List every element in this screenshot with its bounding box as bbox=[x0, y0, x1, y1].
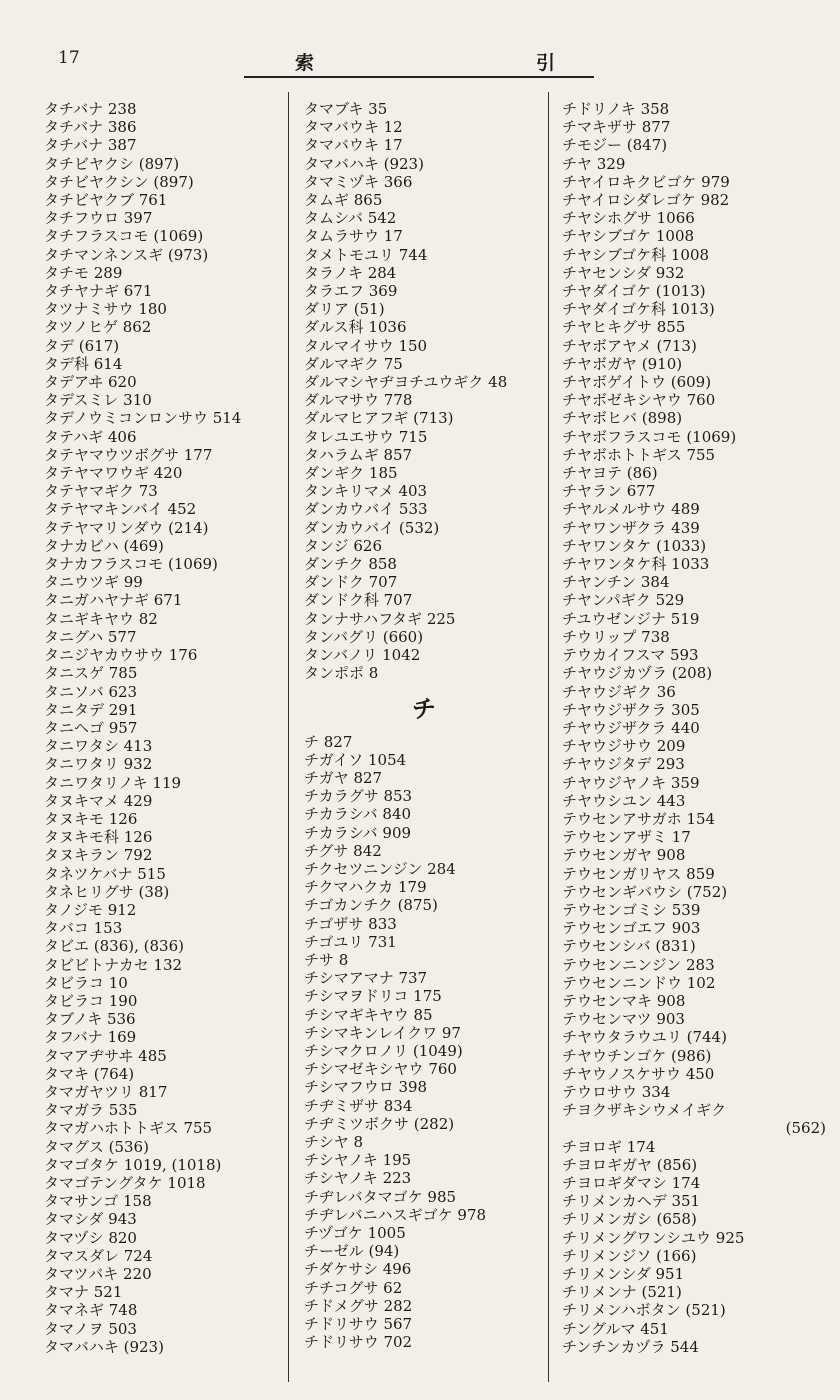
index-entry: タマヅシ 820 bbox=[44, 1228, 137, 1247]
index-entry: チシマフウロ 398 bbox=[304, 1078, 428, 1097]
index-entry: チカラシバ 840 bbox=[304, 805, 412, 824]
index-entry: チクセツニンジン 284 bbox=[304, 859, 456, 878]
index-entry: チシマギキヤウ 85 bbox=[304, 1005, 433, 1024]
index-entry: ダリア (51) bbox=[304, 300, 385, 319]
index-entry: タチマンネンスギ (973) bbox=[44, 245, 209, 264]
index-entry: チドリサウ 702 bbox=[304, 1333, 413, 1352]
index-entry: チクマハクカ 179 bbox=[304, 878, 427, 897]
index-entry: チマキザサ 877 bbox=[562, 118, 671, 137]
index-entry: チヤワンタケ科 1033 bbox=[562, 555, 710, 574]
index-entry: タマゴテングタケ 1018 bbox=[44, 1173, 206, 1192]
index-entry: チヅゴケ 1005 bbox=[304, 1223, 406, 1242]
index-entry: タチビヤクブ 761 bbox=[44, 191, 168, 210]
index-entry: チヤウジギク 36 bbox=[562, 682, 676, 701]
index-column-1 bbox=[44, 100, 284, 1356]
index-entry: タネツケバナ 515 bbox=[44, 864, 166, 883]
index-entry: タニヘゴ 957 bbox=[44, 718, 138, 737]
index-entry: タルマイサウ 150 bbox=[304, 336, 428, 355]
index-entry: タツノヒゲ 862 bbox=[44, 318, 152, 337]
index-entry: タマナ 521 bbox=[44, 1283, 123, 1302]
index-entry: テウセンニンドウ 102 bbox=[562, 973, 716, 992]
index-entry: (562) bbox=[785, 1119, 826, 1138]
index-entry: タチビヤクシ (897) bbox=[44, 154, 180, 173]
index-entry: チヤラン 677 bbox=[562, 482, 656, 501]
index-entry: タデ科 614 bbox=[44, 354, 123, 373]
index-entry: タニソバ 623 bbox=[44, 682, 138, 701]
index-entry: タヌキマメ 429 bbox=[44, 791, 153, 810]
index-entry: チヤシホグサ 1066 bbox=[562, 209, 695, 228]
index-entry: テウセンガリヤス 859 bbox=[562, 864, 715, 883]
index-entry: チヨロギ 174 bbox=[562, 1137, 656, 1156]
index-entry: チドリサウ 567 bbox=[304, 1315, 413, 1333]
index-entry: チシヤノキ 195 bbox=[304, 1151, 412, 1170]
index-entry: チヤボアヤメ (713) bbox=[562, 336, 697, 355]
index-entry: タテヤマワウギ 420 bbox=[44, 464, 183, 483]
index-entry: タビエ (836), (836) bbox=[44, 937, 184, 956]
index-entry: タナカフラスコモ (1069) bbox=[44, 555, 218, 574]
index-entry: テウセンマツ 903 bbox=[562, 1010, 685, 1029]
index-entry: チヂレバニハスギゴケ 978 bbox=[304, 1205, 487, 1224]
index-entry: チヤボゲイトウ (609) bbox=[562, 373, 712, 392]
index-entry: タヌキモ科 126 bbox=[44, 828, 153, 847]
index-entry: タマスダレ 724 bbox=[44, 1246, 153, 1265]
index-entry: チヤウジサウ 209 bbox=[562, 737, 686, 756]
index-entry: チヨロギダマシ 174 bbox=[562, 1173, 701, 1192]
index-entry: チリメンカヘデ 351 bbox=[562, 1192, 701, 1211]
index-entry: チヤボガヤ (910) bbox=[562, 354, 683, 373]
index-entry: ダンドク 707 bbox=[304, 573, 398, 592]
index-entry: チシヤ 8 bbox=[304, 1132, 364, 1151]
index-entry: チヤルメルサウ 489 bbox=[562, 500, 700, 519]
index-entry: タチバナ 238 bbox=[44, 100, 137, 118]
index-entry: チヤヒキグサ 855 bbox=[562, 318, 686, 337]
index-entry: チウリップ 738 bbox=[562, 627, 670, 646]
index-entry: タニタデ 291 bbox=[44, 700, 138, 719]
index-entry: チカラシバ 909 bbox=[304, 823, 412, 842]
index-entry: タチフラスコモ (1069) bbox=[44, 227, 204, 246]
index-entry: チリメンガシ (658) bbox=[562, 1210, 697, 1229]
index-entry: タデ (617) bbox=[44, 336, 120, 355]
index-entry: タマノヲ 503 bbox=[44, 1319, 137, 1338]
index-entry: チリメングワンシユウ 925 bbox=[562, 1228, 745, 1247]
index-entry: チダケサシ 496 bbox=[304, 1260, 412, 1279]
index-entry: タニジヤカウサウ 176 bbox=[44, 646, 198, 665]
index-entry: タマシダ 943 bbox=[44, 1210, 137, 1229]
index-entry: タラノキ 284 bbox=[304, 263, 397, 282]
index-entry: チヤヨテ (86) bbox=[562, 464, 658, 483]
header-rule bbox=[244, 76, 594, 78]
index-entry: チヤボゼキシヤウ 760 bbox=[562, 391, 716, 410]
index-entry: タンバノリ 1042 bbox=[304, 646, 421, 665]
index-entry: チヤボホトトギス 755 bbox=[562, 445, 716, 464]
index-entry: チゴカンチク (875) bbox=[304, 896, 438, 915]
index-entry: チリメンナ (521) bbox=[562, 1283, 682, 1302]
index-entry: チモジー (847) bbox=[562, 136, 668, 155]
index-entry: タチヤナギ 671 bbox=[44, 282, 153, 301]
index-entry: タマツバキ 220 bbox=[44, 1265, 152, 1283]
index-entry: タラエフ 369 bbox=[304, 282, 398, 301]
index-entry: チヨロギガヤ (856) bbox=[562, 1155, 698, 1174]
index-entry: ダルマヒアフギ (713) bbox=[304, 409, 454, 428]
index-entry: チヤワンタケ (1033) bbox=[562, 536, 707, 555]
index-entry: タマアヂサヰ 485 bbox=[44, 1046, 167, 1065]
index-entry: タテヤマウツボグサ 177 bbox=[44, 445, 213, 464]
index-entry: チドリノキ 358 bbox=[562, 100, 670, 118]
index-entry: タニグハ 577 bbox=[44, 627, 137, 646]
index-entry: タンポポ 8 bbox=[304, 664, 379, 683]
index-entry: テウセンゴエフ 903 bbox=[562, 919, 701, 938]
index-entry: ダルマサウ 778 bbox=[304, 391, 413, 410]
index-entry: チガヤ 827 bbox=[304, 768, 383, 787]
index-entry: タンキリマメ 403 bbox=[304, 482, 428, 501]
index-entry: チガイソ 1054 bbox=[304, 750, 407, 769]
index-entry: ダルマシヤヂヨチユウギク 48 bbox=[304, 373, 508, 392]
index-entry: タフバナ 169 bbox=[44, 1028, 137, 1047]
index-entry: タデノウミコンロンサウ 514 bbox=[44, 409, 242, 428]
index-entry: チンチンカヅラ 544 bbox=[562, 1337, 699, 1356]
index-entry: タマバウキ 12 bbox=[304, 118, 403, 137]
page-title-right: 引 bbox=[535, 52, 555, 74]
index-entry: タンジ 626 bbox=[304, 536, 383, 555]
index-entry: チーゼル (94) bbox=[304, 1242, 400, 1261]
index-entry: テウセンシバ (831) bbox=[562, 937, 696, 956]
index-entry: タンナサハフタギ 225 bbox=[304, 609, 456, 628]
index-entry: タチバナ 387 bbox=[44, 136, 137, 155]
index-entry: タニワタリノキ 119 bbox=[44, 773, 182, 792]
index-entry: テウセンゴミシ 539 bbox=[562, 900, 701, 919]
index-entry: チチコグサ 62 bbox=[304, 1278, 403, 1297]
index-entry: チヤシブゴケ 1008 bbox=[562, 227, 695, 246]
index-entry: チユウゼンジナ 519 bbox=[562, 609, 700, 628]
index-entry: テウセンアザミ 17 bbox=[562, 828, 691, 847]
index-entry: タニスゲ 785 bbox=[44, 664, 138, 683]
column-divider-2 bbox=[548, 92, 549, 1382]
index-entry: チヤ 329 bbox=[562, 154, 626, 173]
index-entry: タデアヰ 620 bbox=[44, 373, 137, 392]
index-entry: タニワタシ 413 bbox=[44, 737, 153, 756]
index-entry: タバコ 153 bbox=[44, 919, 123, 938]
index-entry: チヤウジカヅラ (208) bbox=[562, 664, 713, 683]
index-entry: チヂミザサ 834 bbox=[304, 1096, 413, 1115]
index-entry: チヤワンザクラ 439 bbox=[562, 518, 700, 537]
index-entry: チヤダイゴケ科 1013) bbox=[562, 300, 715, 319]
index-entry: チヤダイゴケ (1013) bbox=[562, 282, 706, 301]
index-entry: タビビトナカセ 132 bbox=[44, 955, 183, 974]
index-entry: タネヒリグサ (38) bbox=[44, 882, 170, 901]
index-entry: タニワタリ 932 bbox=[44, 755, 153, 774]
index-entry: チサ 8 bbox=[304, 950, 349, 969]
index-entry: タテヤマリンダウ (214) bbox=[44, 518, 209, 537]
index-entry: チリメンハボタン (521) bbox=[562, 1301, 726, 1320]
index-entry: ダルス科 1036 bbox=[304, 318, 407, 337]
index-entry: タチビヤクシン (897) bbox=[44, 172, 194, 191]
section-heading: チ bbox=[412, 693, 436, 723]
index-entry: チヤボヒバ (898) bbox=[562, 409, 683, 428]
index-entry: タマキ (764) bbox=[44, 1064, 135, 1083]
index-entry: タマバハキ (923) bbox=[44, 1337, 164, 1356]
index-entry: ダンチク 858 bbox=[304, 555, 397, 574]
index-entry: タマバウキ 17 bbox=[304, 136, 403, 155]
index-entry: チヤウチンゴケ (986) bbox=[562, 1046, 712, 1065]
index-entry: ダンギク 185 bbox=[304, 464, 398, 483]
index-entry: テウセンニンジン 283 bbox=[562, 955, 715, 974]
index-entry: テウセンマキ 908 bbox=[562, 991, 686, 1010]
index-column-2 bbox=[304, 100, 544, 1351]
index-entry: タチモ 289 bbox=[44, 263, 123, 282]
index-entry: テウセンギバウシ (752) bbox=[562, 882, 728, 901]
index-entry: タマゴタケ 1019, (1018) bbox=[44, 1155, 222, 1174]
index-entry: チシマゼキシヤウ 760 bbox=[304, 1060, 457, 1079]
index-entry: タマサンゴ 158 bbox=[44, 1192, 152, 1211]
index-entry: チドメグサ 282 bbox=[304, 1296, 413, 1315]
index-entry: タムギ 865 bbox=[304, 191, 383, 210]
index-entry: タブノキ 536 bbox=[44, 1010, 136, 1029]
index-entry: チゴユリ 731 bbox=[304, 932, 397, 951]
index-entry: タテヤマギク 73 bbox=[44, 482, 158, 501]
index-entry: タチバナ 386 bbox=[44, 118, 137, 137]
index-entry: テウロサウ 334 bbox=[562, 1082, 671, 1101]
index-column-3 bbox=[562, 100, 834, 1356]
index-entry: ダンカウバイ 533 bbox=[304, 500, 428, 519]
index-entry: チヤセンシダ 932 bbox=[562, 263, 685, 282]
index-entry: タハラムギ 857 bbox=[304, 445, 413, 464]
column-divider-1 bbox=[288, 92, 289, 1382]
index-entry: チ 827 bbox=[304, 732, 353, 751]
index-entry: ダンカウバイ (532) bbox=[304, 518, 440, 537]
index-entry: チヤウジタデ 293 bbox=[562, 755, 685, 774]
index-entry: テウセンガヤ 908 bbox=[562, 846, 686, 865]
index-entry: チシマクロノリ (1049) bbox=[304, 1041, 463, 1060]
index-entry: チヤンパギク 529 bbox=[562, 591, 685, 610]
index-entry: チヤボフラスコモ (1069) bbox=[562, 427, 737, 446]
index-entry: タマガハホトトギス 755 bbox=[44, 1119, 213, 1138]
index-entry: チシマキンレイクワ 97 bbox=[304, 1023, 461, 1042]
index-entry: チヨクザキシウメイギク bbox=[562, 1101, 727, 1120]
index-entry: タマグス (536) bbox=[44, 1137, 149, 1156]
index-entry: チヂレバタマゴケ 985 bbox=[304, 1187, 457, 1206]
index-entry: チヤウシユン 443 bbox=[562, 791, 686, 810]
index-entry: タビラコ 190 bbox=[44, 991, 138, 1010]
index-entry: チヤウノスケサウ 450 bbox=[562, 1064, 715, 1083]
index-entry: タナカビハ (469) bbox=[44, 536, 164, 555]
index-entry: チヂミツボクサ (282) bbox=[304, 1114, 455, 1133]
index-entry: タニガハヤナギ 671 bbox=[44, 591, 183, 610]
index-entry: タムラサウ 17 bbox=[304, 227, 403, 246]
index-entry: タンバグリ (660) bbox=[304, 627, 424, 646]
index-entry: タニウツギ 99 bbox=[44, 573, 143, 592]
index-entry: タヌキラン 792 bbox=[44, 846, 153, 865]
index-entry: チゴザサ 833 bbox=[304, 914, 397, 933]
index-entry: タマミヅキ 366 bbox=[304, 172, 413, 191]
index-entry: タマガヤツリ 817 bbox=[44, 1082, 168, 1101]
index-entry: タマネギ 748 bbox=[44, 1301, 138, 1320]
index-entry: チグサ 842 bbox=[304, 841, 382, 860]
index-entry: タレユエサウ 715 bbox=[304, 427, 428, 446]
index-entry: チヤンチン 384 bbox=[562, 573, 670, 592]
index-entry: タムシバ 542 bbox=[304, 209, 397, 228]
index-entry: タヌキモ 126 bbox=[44, 809, 138, 828]
index-entry: チリメンシダ 951 bbox=[562, 1265, 685, 1283]
index-entry: チヤイロキクビゴケ 979 bbox=[562, 172, 730, 191]
index-entry: チヤウタラウユリ (744) bbox=[562, 1028, 727, 1047]
index-entry: チシマヲドリコ 175 bbox=[304, 987, 442, 1006]
index-entry: タニギキヤウ 82 bbox=[44, 609, 158, 628]
index-entry: タマブキ 35 bbox=[304, 100, 388, 118]
index-entry: テウセンアサガホ 154 bbox=[562, 809, 716, 828]
index-entry: チヤウジヤノキ 359 bbox=[562, 773, 700, 792]
index-entry: タチフウロ 397 bbox=[44, 209, 153, 228]
page-number: 17 bbox=[58, 48, 80, 68]
index-entry: チヤウジザクラ 440 bbox=[562, 718, 700, 737]
index-entry: タノジモ 912 bbox=[44, 900, 137, 919]
index-entry: タメトモユリ 744 bbox=[304, 245, 428, 264]
index-entry: ダルマギク 75 bbox=[304, 354, 403, 373]
index-entry: タビラコ 10 bbox=[44, 973, 128, 992]
index-entry: チリメンジソ (166) bbox=[562, 1246, 697, 1265]
index-entry: チヤイロシダレゴケ 982 bbox=[562, 191, 730, 210]
index-entry: チヤウジザクラ 305 bbox=[562, 700, 700, 719]
index-entry: チヤシブゴケ科 1008 bbox=[562, 245, 710, 264]
index-entry: チングルマ 451 bbox=[562, 1319, 669, 1338]
index-entry: ダンドク科 707 bbox=[304, 591, 413, 610]
page-title-left: 索 bbox=[295, 52, 315, 74]
index-entry: チシヤノキ 223 bbox=[304, 1169, 412, 1188]
index-entry: タマガラ 535 bbox=[44, 1101, 138, 1120]
index-entry: タテヤマキンバイ 452 bbox=[44, 500, 197, 519]
index-entry: タマバハキ (923) bbox=[304, 154, 424, 173]
index-entry: タツナミサウ 180 bbox=[44, 300, 167, 319]
index-entry: チシマアマナ 737 bbox=[304, 969, 428, 988]
index-entry: テウカイフスマ 593 bbox=[562, 646, 699, 665]
index-entry: チカラグサ 853 bbox=[304, 787, 413, 806]
index-entry: タデスミレ 310 bbox=[44, 391, 152, 410]
index-entry: タテハギ 406 bbox=[44, 427, 137, 446]
